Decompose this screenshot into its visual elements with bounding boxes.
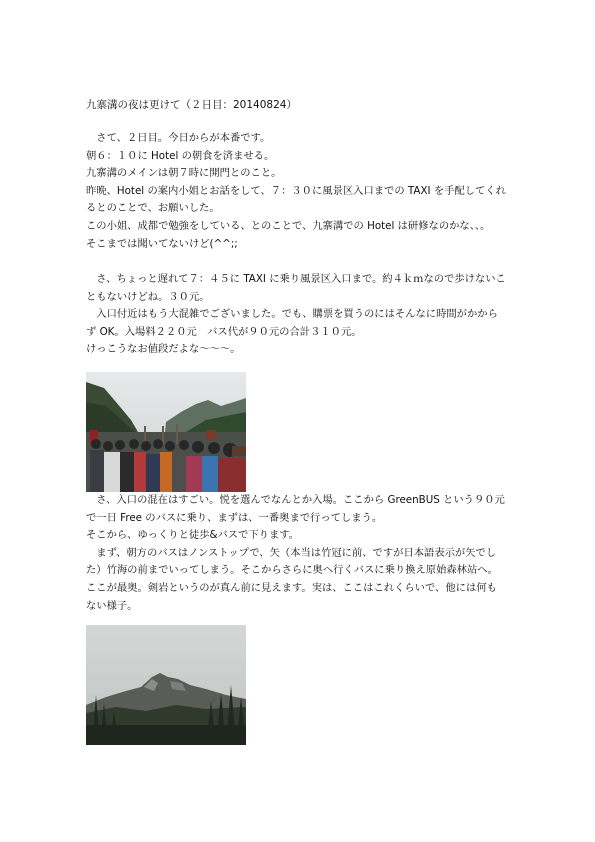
text-line: 朝６：１０に Hotel の朝食を済ませる。 <box>86 149 275 162</box>
text-line: この小姐、成都で勉強をしている、とのことで、九寨溝での Hotel は研修なのかな、、。 <box>86 219 491 232</box>
photo-sword-rock <box>86 625 246 745</box>
text-line: さ、入口の混在はすごい。悦を選んでなんとか入場。ここから GreenBUS という９０元 <box>86 494 505 506</box>
text-line: ともないけどね。３０元。 <box>86 290 210 303</box>
text-line: ず OK。入場料２２０元 バス代が９０元の合計３１０元。 <box>86 325 362 338</box>
text-line: けっこうなお値段だよな～～～。 <box>86 343 241 356</box>
text-line: ない様子。 <box>86 599 138 612</box>
text-line: 九寨溝のメインは朝７時に開門とのこと。 <box>86 167 282 180</box>
paragraph-greenbus <box>86 492 514 615</box>
paragraph-taxi-entrance <box>86 271 514 359</box>
page-title: 九寨溝の夜は更けて（２日目：20140824） <box>86 99 297 111</box>
text-line: るとのことで、お願いした。 <box>86 202 220 215</box>
text-line: まず、朝方のバスはノンストップで、矢（本当は竹冠に前、ですが日本語表示が矢でし <box>86 546 497 559</box>
text-line: 入口付近はもう大混雑でございました。でも、購票を買うのにはそんなに時間がかから <box>86 308 498 321</box>
photo-crowded-entrance <box>86 372 246 492</box>
text-line: で一日 Free のバスに乗り、まずは、一番奥まで行ってしまう。 <box>86 511 383 524</box>
text-line: そこまでは聞いてないけど(^^;; <box>86 237 238 250</box>
text-line: さて、２日目。今日からが本番です。 <box>86 132 271 144</box>
text-line: そこから、ゆっくりと徒歩&バスで下ります。 <box>86 529 300 542</box>
text-line: さ、ちょっと遅れて７：４５に TAXI に乗り風景区入口まで。約４ｋｍなので歩けないこ <box>86 273 506 285</box>
paragraph-day2-intro <box>86 130 514 253</box>
text-line: た）竹海の前までいってしまう。そこからさらに奥へ行くバスに乗り換え原始森林站へ。 <box>86 564 498 577</box>
text-line: ここが最奥。剣岩というのが真ん前に見えます。実は、ここはこれくらいで、他には何も <box>86 581 497 594</box>
text-line: 昨晩、Hotel の案内小姐とお話をして、７：３０に風景区入口までの TAXI を手配してくれ <box>86 184 506 197</box>
